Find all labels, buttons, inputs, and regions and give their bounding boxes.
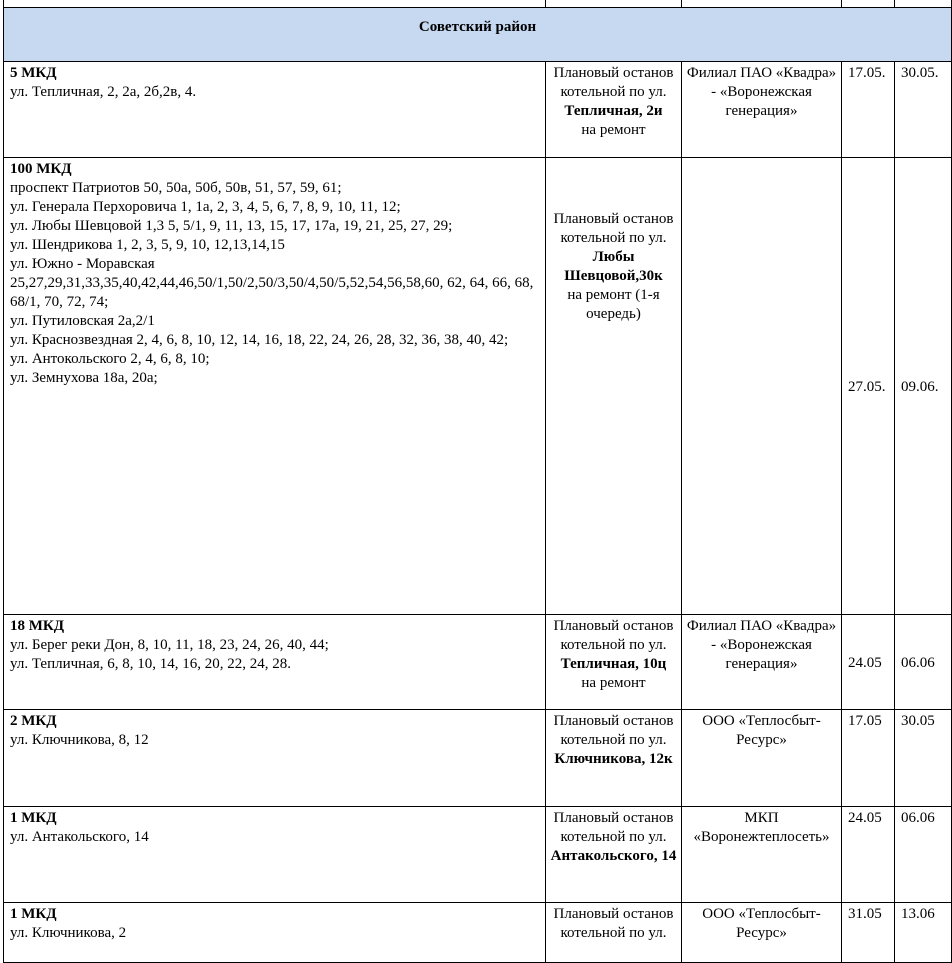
address-cell	[4, 62, 546, 158]
table-row	[4, 615, 952, 710]
reason-suffix: на ремонт	[581, 675, 646, 691]
address-cell	[4, 903, 546, 963]
building-count: 1 МКД	[10, 810, 57, 826]
address-line: ул. Ключникова, 2	[10, 925, 127, 941]
reason-cell	[546, 710, 682, 807]
address-line: ул. Генерала Перхоровича 1, 1а, 2, 3, 4, 5, 6, 7, 8, 9, 10, 11, 12;	[10, 199, 401, 215]
building-count: 5 МКД	[10, 65, 57, 81]
reason-text: Плановый останов котельной по ул.	[553, 618, 674, 653]
table-row	[4, 710, 952, 807]
start-date: 24.05	[842, 807, 895, 903]
reason-cell	[546, 158, 682, 615]
district-header-row	[4, 8, 952, 62]
start-date: 27.05.	[842, 158, 895, 615]
organization-cell	[682, 158, 842, 615]
address-cell	[4, 807, 546, 903]
building-count: 100 МКД	[10, 161, 72, 177]
building-count: 2 МКД	[10, 713, 57, 729]
address-cell	[4, 710, 546, 807]
end-date: 06.06	[895, 615, 952, 710]
boiler-address: Антакольского, 14	[550, 848, 677, 864]
boiler-address: Ключникова, 12к	[554, 751, 673, 767]
address-line: ул. Антокольского 2, 4, 6, 8, 10;	[10, 351, 210, 367]
address-line: ул. Краснозвездная 2, 4, 6, 8, 10, 12, 14, 16, 18, 22, 24, 26, 28, 32, 36, 38, 40, 42;	[10, 332, 509, 348]
reason-text: Плановый останов котельной по ул.	[553, 906, 674, 941]
boiler-address: Любы Шевцовой,30к	[564, 249, 663, 284]
address-line: ул. Шендрикова 1, 2, 3, 5, 9, 10, 12,13,14,15	[10, 237, 285, 253]
reason-cell	[546, 807, 682, 903]
table-row	[4, 158, 952, 615]
boiler-address: Тепличная, 2и	[564, 103, 663, 119]
end-date: 09.06.	[895, 158, 952, 615]
outage-table	[3, 0, 952, 963]
address-line: ул. Ключникова, 8, 12	[10, 732, 149, 748]
boiler-address: Тепличная, 10ц	[560, 656, 667, 672]
reason-suffix: на ремонт (1-я очередь)	[567, 287, 660, 322]
address-line: ул. Земнухова 18а, 20а;	[10, 370, 158, 386]
address-line: проспект Патриотов 50, 50а, 50б, 50в, 51, 57, 59, 61;	[10, 180, 342, 196]
reason-suffix: на ремонт	[581, 122, 646, 138]
table-row	[4, 62, 952, 158]
address-cell	[4, 615, 546, 710]
table-row	[4, 807, 952, 903]
organization-cell: ООО «Теплосбыт-Ресурс»	[682, 710, 842, 807]
previous-row-tail	[4, 0, 952, 8]
address-cell	[4, 158, 546, 615]
start-date: 24.05	[842, 615, 895, 710]
reason-cell	[546, 615, 682, 710]
end-date: 13.06	[895, 903, 952, 963]
building-count: 18 МКД	[10, 618, 65, 634]
building-count: 1 МКД	[10, 906, 57, 922]
table-row	[4, 903, 952, 963]
reason-text: Плановый останов котельной по ул.	[553, 810, 674, 845]
address-line: ул. Тепличная, 6, 8, 10, 14, 16, 20, 22, 24, 28.	[10, 656, 291, 672]
organization-cell: МКП «Воронежтеплосеть»	[682, 807, 842, 903]
start-date: 17.05	[842, 710, 895, 807]
address-line: ул. Антакольского, 14	[10, 829, 149, 845]
reason-text: Плановый останов котельной по ул.	[553, 65, 674, 100]
reason-cell	[546, 903, 682, 963]
end-date: 30.05.	[895, 62, 952, 158]
address-line: ул. Тепличная, 2, 2а, 2б,2в, 4.	[10, 84, 197, 100]
address-line: ул. Южно - Моравская 25,27,29,31,33,35,40,42,44,46,50/1,50/2,50/3,50/4,50/5,52,54,56,58,60, 62, 64, 66, 68, 68/1, 70, 72, 74;	[10, 256, 534, 310]
start-date: 17.05.	[842, 62, 895, 158]
address-line: ул. Любы Шевцовой 1,3 5, 5/1, 9, 11, 13, 15, 17, 17а, 19, 21, 25, 27, 29;	[10, 218, 453, 234]
start-date: 31.05	[842, 903, 895, 963]
organization-cell: Филиал ПАО «Квадра» - «Воронежская генерация»	[682, 62, 842, 158]
reason-text: Плановый останов котельной по ул.	[553, 211, 674, 246]
end-date: 30.05	[895, 710, 952, 807]
organization-cell: Филиал ПАО «Квадра» - «Воронежская генерация»	[682, 615, 842, 710]
end-date: 06.06	[895, 807, 952, 903]
organization-cell: ООО «Теплосбыт-Ресурс»	[682, 903, 842, 963]
district-name: Советский район	[4, 8, 952, 62]
reason-cell	[546, 62, 682, 158]
reason-text: Плановый останов котельной по ул.	[553, 713, 674, 748]
address-line: ул. Берег реки Дон, 8, 10, 11, 18, 23, 24, 26, 40, 44;	[10, 637, 329, 653]
address-line: ул. Путиловская 2а,2/1	[10, 313, 155, 329]
